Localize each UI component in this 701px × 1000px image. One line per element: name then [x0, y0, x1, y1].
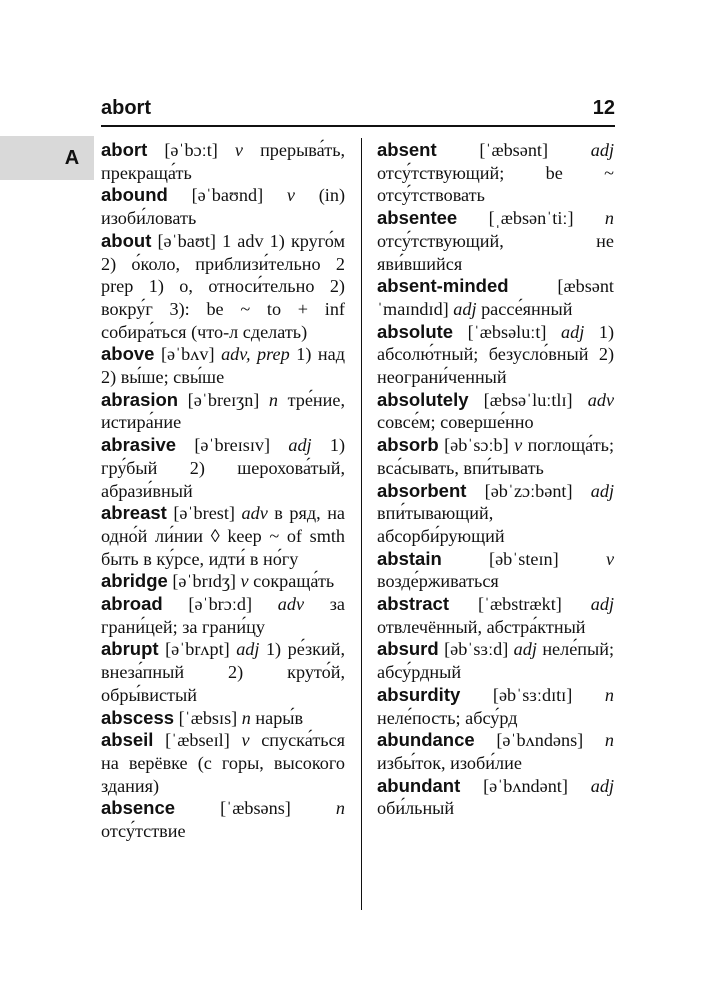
definition: поглоща́ть; вса́сывать, впи́тывать [377, 435, 615, 478]
dictionary-entry [101, 797, 345, 842]
definition: отсу́тствующий; be ~ отсу́тствовать [377, 162, 614, 206]
part-of-speech: adv [587, 389, 615, 410]
part-of-speech: v [286, 185, 295, 206]
part-of-speech: adv [277, 594, 305, 615]
part-of-speech: n [241, 707, 251, 728]
part-of-speech: adj [288, 435, 312, 456]
definition: спуска́ться на верёвке (с горы, высокого здания) [101, 730, 346, 796]
part-of-speech: v [241, 730, 250, 751]
transcription: [əbˈsɜːd] [444, 639, 509, 660]
definition: 1) гру́бый 2) шерохова́тый, абрази́вный [101, 435, 345, 501]
headword: abundance [377, 729, 475, 751]
transcription: [əˈbaʊnd] [191, 185, 264, 206]
running-head [101, 90, 615, 120]
part-of-speech: n [604, 684, 615, 705]
definition: за грани́цей; за грани́цу [101, 594, 345, 637]
transcription: [ˌæbsənˈtiː] [488, 208, 574, 229]
dictionary-entry [101, 707, 345, 730]
transcription: [æbsəˈluːtlɪ] [483, 389, 573, 410]
transcription: [əbˈsɜːdɪtɪ] [492, 684, 573, 705]
dictionary-entry [377, 638, 614, 683]
transcription: [ˈæbsɪs] [178, 707, 238, 728]
part-of-speech: adj [513, 639, 537, 660]
transcription: [əˈbaʊt] [157, 230, 216, 251]
part-of-speech: adj [236, 639, 260, 660]
headword: about [101, 229, 152, 251]
definition: неле́пость; абсу́рд [377, 707, 518, 728]
headword: abound [101, 184, 168, 206]
headword: absolutely [377, 388, 469, 410]
definition: прерыва́ть, прекраща́ть [101, 140, 346, 183]
headword: abseil [101, 729, 154, 751]
definition: избы́ток, изоби́лие [377, 752, 522, 773]
column-divider [361, 138, 362, 910]
headword: absentee [377, 207, 458, 229]
dictionary-entry [101, 139, 345, 184]
transcription: [əbˈzɔːbənt] [484, 480, 573, 501]
part-of-speech: adj [590, 775, 614, 796]
transcription: [əˈbɔːt] [164, 140, 218, 160]
dictionary-entry [377, 729, 614, 774]
part-of-speech: adj [590, 140, 614, 160]
definition: неле́пый; абсу́рдный [377, 639, 615, 683]
headword: absorbent [377, 479, 467, 501]
dictionary-entry [377, 434, 614, 479]
headword: absence [101, 797, 176, 819]
headword: absurd [377, 638, 439, 660]
transcription: [əˈbreɪʒn] [187, 389, 260, 410]
dictionary-entry [377, 480, 614, 548]
dictionary-entry [101, 389, 345, 434]
transcription: [əˈbrɪdʒ] [172, 571, 236, 592]
header-rule [101, 125, 615, 127]
headword: absolute [377, 320, 454, 342]
definition: 1) ре́зкий, внеза́пный 2) круто́й, обры́вистый [101, 639, 346, 705]
dictionary-entry [377, 593, 614, 638]
headword: abroad [101, 593, 163, 615]
dictionary-entry [101, 729, 345, 797]
dictionary-entry [101, 184, 345, 229]
transcription: [əˈbrɔːd] [188, 594, 253, 615]
headword: absurdity [377, 683, 461, 705]
definition: рассе́янный [481, 298, 573, 319]
part-of-speech: n [335, 798, 346, 819]
transcription: [əbˈsteɪn] [489, 548, 559, 569]
part-of-speech: n [604, 208, 615, 229]
part-of-speech: adj [590, 594, 615, 615]
right-column [377, 139, 614, 820]
dictionary-entry [101, 502, 345, 570]
headword: abscess [101, 706, 175, 728]
transcription: [əbˈsɔːb] [444, 435, 509, 456]
dictionary-entry [377, 321, 614, 389]
dictionary-entry [377, 389, 614, 434]
headword: abstract [377, 593, 449, 615]
transcription: [əˈbrest] [173, 503, 235, 524]
dictionary-entry [377, 275, 614, 320]
definition: впи́тывающий, абсорби́рующий [377, 503, 505, 546]
part-of-speech: v [234, 140, 243, 160]
headword: absent-minded [377, 275, 509, 297]
dictionary-entry [101, 593, 345, 638]
headword: abrasion [101, 388, 179, 410]
dictionary-entry [377, 548, 614, 593]
headword: absent [377, 139, 437, 160]
thumb-index-letter: A [64, 146, 80, 169]
dictionary-entry [101, 343, 345, 388]
definition: возде́рживаться [377, 571, 499, 592]
transcription: [ˈæbsənt] [479, 140, 549, 160]
dictionary-entry [101, 570, 345, 593]
definition: в ряд, на одно́й ли́нии ◊ keep ~ of smth быть в ку́рсе, идти́ в но́гу [101, 503, 346, 569]
definition: 1 adv 1) круго́м 2) о́коло, приблизи́тельно 2 prep 1) о, относи́тельно 2) вокру́г 3): be ~ to + inf собира́ться (что-л сделать) [101, 230, 345, 342]
headword: abrupt [101, 638, 159, 660]
transcription: [əˈbrʌpt] [165, 639, 230, 660]
part-of-speech: n [268, 389, 279, 410]
definition: совсе́м; соверше́нно [377, 412, 534, 433]
part-of-speech: v [240, 571, 249, 592]
page-number: 12 [592, 97, 615, 119]
thumb-index-tab [0, 136, 94, 180]
headword: above [101, 343, 155, 365]
definition: (in) изоби́ловать [101, 185, 346, 229]
part-of-speech: v [514, 435, 523, 456]
transcription: [æbsəntˈmaɪndɪd] [377, 276, 614, 319]
part-of-speech: adj [590, 480, 615, 501]
transcription: [əˈbʌv] [161, 344, 215, 365]
transcription: [ˈæbseɪl] [165, 730, 230, 751]
definition: нары́в [255, 707, 304, 728]
headword: abort [101, 139, 148, 160]
part-of-speech: adv, prep [221, 344, 290, 365]
definition: отсу́тствие [101, 821, 186, 842]
dictionary-entry [101, 230, 345, 344]
transcription: [ˈæbsəns] [220, 798, 291, 819]
dictionary-entry [101, 638, 345, 706]
dictionary-entry [377, 684, 614, 729]
dictionary-entry [377, 775, 614, 820]
transcription: [ˈæbstrækt] [477, 594, 562, 615]
part-of-speech: n [604, 730, 615, 751]
headword: abridge [101, 570, 168, 592]
headword: abstain [377, 547, 442, 569]
definition: оби́льный [377, 798, 455, 819]
headword: abrasive [101, 434, 177, 456]
definition: 1) абсолю́тный; безусло́вный 2) неограни́ченный [377, 321, 615, 388]
dictionary-entry [377, 139, 614, 207]
left-column [101, 139, 345, 843]
definition: отсу́тствующий, не яви́вшийся [377, 230, 614, 274]
transcription: [əˈbʌndəns] [496, 730, 584, 751]
definition: отвлечённый, абстра́ктный [377, 616, 586, 637]
headword: abundant [377, 774, 461, 796]
part-of-speech: adj [561, 321, 585, 342]
definition: тре́ние, истира́ние [101, 389, 346, 433]
transcription: [ˈæbsəluːt] [467, 321, 547, 342]
transcription: [əˈbʌndənt] [483, 775, 568, 796]
headword: absorb [377, 434, 439, 456]
headword: abreast [101, 502, 167, 524]
part-of-speech: adv [241, 503, 268, 524]
dictionary-entry [377, 207, 614, 275]
definition: сокраща́ть [253, 571, 335, 592]
dictionary-entry [101, 434, 345, 502]
part-of-speech: v [605, 548, 615, 569]
definition: 1) над 2) вы́ше; свы́ше [101, 344, 345, 388]
guide-word: abort [101, 97, 151, 119]
part-of-speech: adj [453, 298, 477, 319]
transcription: [əˈbreɪsɪv] [194, 435, 271, 456]
